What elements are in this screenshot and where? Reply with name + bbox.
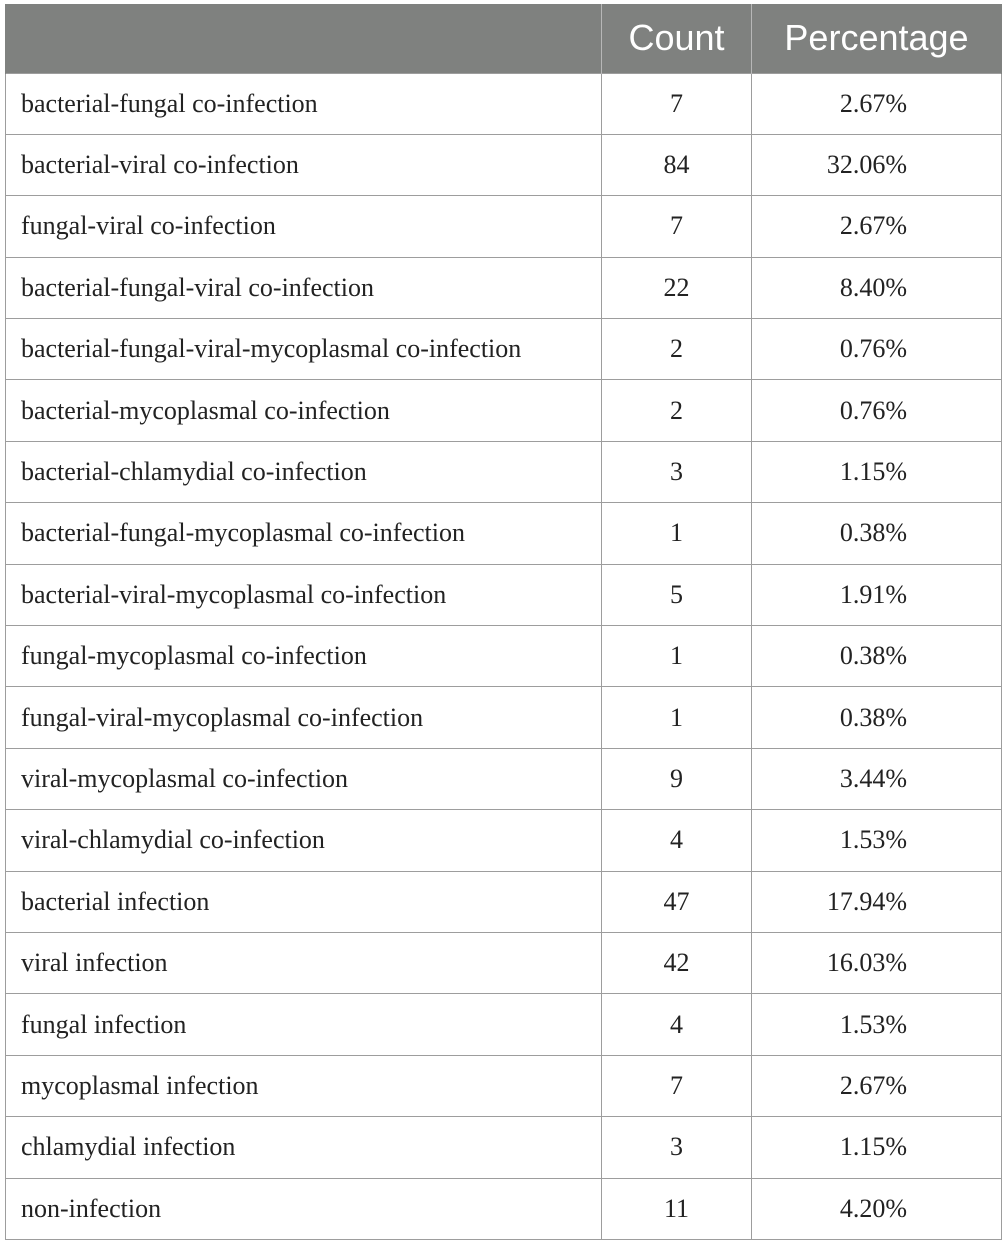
category-cell: viral-mycoplasmal co-infection xyxy=(6,748,602,809)
percentage-cell: 0.38% xyxy=(752,687,1002,748)
percentage-cell: 2.67% xyxy=(752,196,1002,257)
percentage-cell: 17.94% xyxy=(752,871,1002,932)
category-cell: bacterial-viral-mycoplasmal co-infection xyxy=(6,564,602,625)
infection-table xyxy=(5,4,1002,1240)
percentage-cell: 1.15% xyxy=(752,441,1002,502)
percentage-cell: 8.40% xyxy=(752,257,1002,318)
count-cell: 11 xyxy=(602,1178,752,1239)
category-cell: fungal-viral co-infection xyxy=(6,196,602,257)
percentage-cell: 1.15% xyxy=(752,1117,1002,1178)
count-cell: 84 xyxy=(602,134,752,195)
count-cell: 42 xyxy=(602,932,752,993)
table-row xyxy=(6,1117,1002,1178)
count-cell: 9 xyxy=(602,748,752,809)
count-cell: 47 xyxy=(602,871,752,932)
table-container xyxy=(5,4,1001,1240)
count-cell: 22 xyxy=(602,257,752,318)
category-cell: non-infection xyxy=(6,1178,602,1239)
header-percentage: Percentage xyxy=(752,4,1002,73)
percentage-cell: 0.38% xyxy=(752,503,1002,564)
count-cell: 2 xyxy=(602,319,752,380)
table-row xyxy=(6,871,1002,932)
percentage-cell: 4.20% xyxy=(752,1178,1002,1239)
table-row xyxy=(6,810,1002,871)
percentage-cell: 2.67% xyxy=(752,1055,1002,1116)
table-row xyxy=(6,626,1002,687)
count-cell: 1 xyxy=(602,626,752,687)
table-row xyxy=(6,380,1002,441)
table-row xyxy=(6,564,1002,625)
category-cell: bacterial-chlamydial co-infection xyxy=(6,441,602,502)
percentage-cell: 0.76% xyxy=(752,380,1002,441)
category-cell: mycoplasmal infection xyxy=(6,1055,602,1116)
table-row xyxy=(6,687,1002,748)
count-cell: 4 xyxy=(602,994,752,1055)
percentage-cell: 1.53% xyxy=(752,810,1002,871)
table-row xyxy=(6,932,1002,993)
count-cell: 1 xyxy=(602,687,752,748)
table-row xyxy=(6,257,1002,318)
category-cell: chlamydial infection xyxy=(6,1117,602,1178)
header-count: Count xyxy=(602,4,752,73)
percentage-cell: 32.06% xyxy=(752,134,1002,195)
table-row xyxy=(6,1178,1002,1239)
category-cell: bacterial-fungal-mycoplasmal co-infection xyxy=(6,503,602,564)
count-cell: 3 xyxy=(602,1117,752,1178)
count-cell: 7 xyxy=(602,73,752,134)
percentage-cell: 0.76% xyxy=(752,319,1002,380)
category-cell: viral infection xyxy=(6,932,602,993)
count-cell: 2 xyxy=(602,380,752,441)
table-row xyxy=(6,196,1002,257)
count-cell: 4 xyxy=(602,810,752,871)
category-cell: bacterial-fungal-viral co-infection xyxy=(6,257,602,318)
count-cell: 7 xyxy=(602,196,752,257)
category-cell: viral-chlamydial co-infection xyxy=(6,810,602,871)
table-row xyxy=(6,319,1002,380)
header-row xyxy=(6,4,1002,73)
count-cell: 1 xyxy=(602,503,752,564)
percentage-cell: 0.38% xyxy=(752,626,1002,687)
header-category xyxy=(6,4,602,73)
table-row xyxy=(6,441,1002,502)
count-cell: 3 xyxy=(602,441,752,502)
category-cell: fungal infection xyxy=(6,994,602,1055)
category-cell: bacterial infection xyxy=(6,871,602,932)
percentage-cell: 3.44% xyxy=(752,748,1002,809)
percentage-cell: 2.67% xyxy=(752,73,1002,134)
category-cell: fungal-viral-mycoplasmal co-infection xyxy=(6,687,602,748)
percentage-cell: 1.53% xyxy=(752,994,1002,1055)
table-row xyxy=(6,503,1002,564)
category-cell: bacterial-fungal-viral-mycoplasmal co-infection xyxy=(6,319,602,380)
category-cell: fungal-mycoplasmal co-infection xyxy=(6,626,602,687)
table-row xyxy=(6,748,1002,809)
table-row xyxy=(6,73,1002,134)
percentage-cell: 16.03% xyxy=(752,932,1002,993)
count-cell: 7 xyxy=(602,1055,752,1116)
table-row xyxy=(6,1055,1002,1116)
category-cell: bacterial-fungal co-infection xyxy=(6,73,602,134)
category-cell: bacterial-mycoplasmal co-infection xyxy=(6,380,602,441)
table-row xyxy=(6,134,1002,195)
count-cell: 5 xyxy=(602,564,752,625)
category-cell: bacterial-viral co-infection xyxy=(6,134,602,195)
table-row xyxy=(6,994,1002,1055)
percentage-cell: 1.91% xyxy=(752,564,1002,625)
